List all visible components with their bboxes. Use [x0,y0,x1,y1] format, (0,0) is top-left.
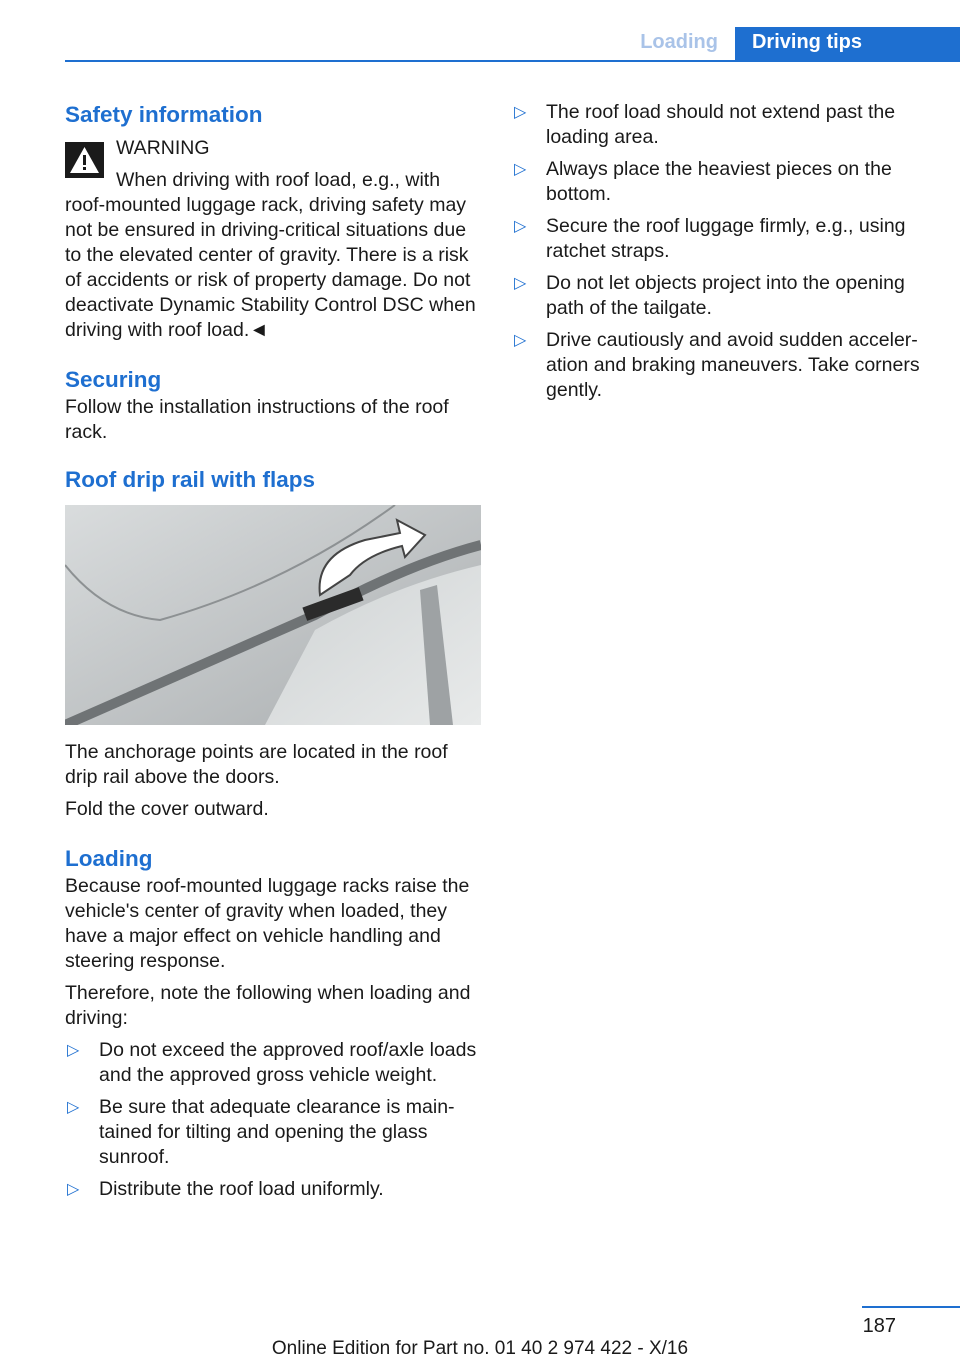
securing-heading: Securing [65,367,162,392]
footer-edition: Online Edition for Part no. 01 40 2 974 422 - X/16 [271,1338,689,1359]
triangle-bullet-icon: ▷ [67,1042,80,1059]
loading-heading: Loading [65,846,153,871]
right-bullet-list [512,100,932,403]
triangle-bullet-icon: ▷ [514,275,527,292]
list-item [512,214,932,264]
drip-rail-heading: Roof drip rail with flaps [65,467,316,492]
list-item [65,1038,481,1088]
roof-drip-rail-photo [65,505,481,725]
list-item [512,271,932,321]
left-bullet-list [65,1038,481,1202]
list-item [65,1177,481,1202]
warning-block [65,136,481,343]
list-item-text: The roof load should not extend past the loading area. [546,101,896,148]
list-item-text: Do not let objects project into the opening path of the tailgate. [546,272,905,319]
list-item [512,100,932,150]
list-item [512,328,932,403]
page-number: 187 [862,1315,896,1337]
warning-icon [65,142,104,178]
triangle-bullet-icon: ▷ [514,218,527,235]
loading-text: Because roof-mounted luggage racks raise the vehicle's center of gravity when loaded, they have a major effect on vehicle handling and steering response. [65,875,470,972]
section-tab[interactable]: Loading [640,31,718,53]
list-item-text: Drive cautiously and avoid sudden acceler‐ation and braking maneuvers. Take corners gently. [546,329,920,401]
anchorage-text: The anchorage points are located in the roof drip rail above the doors. [65,741,448,788]
triangle-bullet-icon: ▷ [67,1181,80,1198]
triangle-bullet-icon: ▷ [514,332,527,349]
warning-title: WARNING [116,137,210,159]
warning-text: When driving with roof load, e.g., with roof-mounted luggage rack, driving safety may not be ensured in driving-critical situations due to the elevated center of gravity. There is a risk of accidents or risk of property damage. Do not deactivate Dynamic Stability Control DSC when driving with roof load.◄ [65,169,476,341]
fold-text: Fold the cover outward. [65,798,269,820]
header-rule [65,60,960,62]
list-item [512,157,932,207]
triangle-bullet-icon: ▷ [514,104,527,121]
triangle-bullet-icon: ▷ [514,161,527,178]
header-tabs [623,27,960,61]
safety-heading: Safety information [65,102,263,127]
triangle-bullet-icon: ▷ [67,1099,80,1116]
footer-rule [862,1306,960,1308]
right-column [512,100,932,410]
list-item-text: Always place the heaviest pieces on the bottom. [546,158,892,205]
list-item-text: Distribute the roof load uniformly. [99,1178,384,1200]
left-column [65,100,481,1209]
chapter-tab[interactable]: Driving tips [735,27,960,61]
list-item-text: Secure the roof luggage firmly, e.g., using ratchet straps. [546,215,906,262]
list-item-text: Do not exceed the approved roof/axle loads and the approved gross vehicle weight. [99,1039,477,1086]
list-item-text: Be sure that adequate clearance is main‐tained for tilting and opening the glass sunroof. [99,1096,455,1168]
therefore-text: Therefore, note the following when loading and driving: [65,982,471,1029]
list-item [65,1095,481,1170]
securing-text: Follow the installation instructions of the roof rack. [65,396,449,443]
